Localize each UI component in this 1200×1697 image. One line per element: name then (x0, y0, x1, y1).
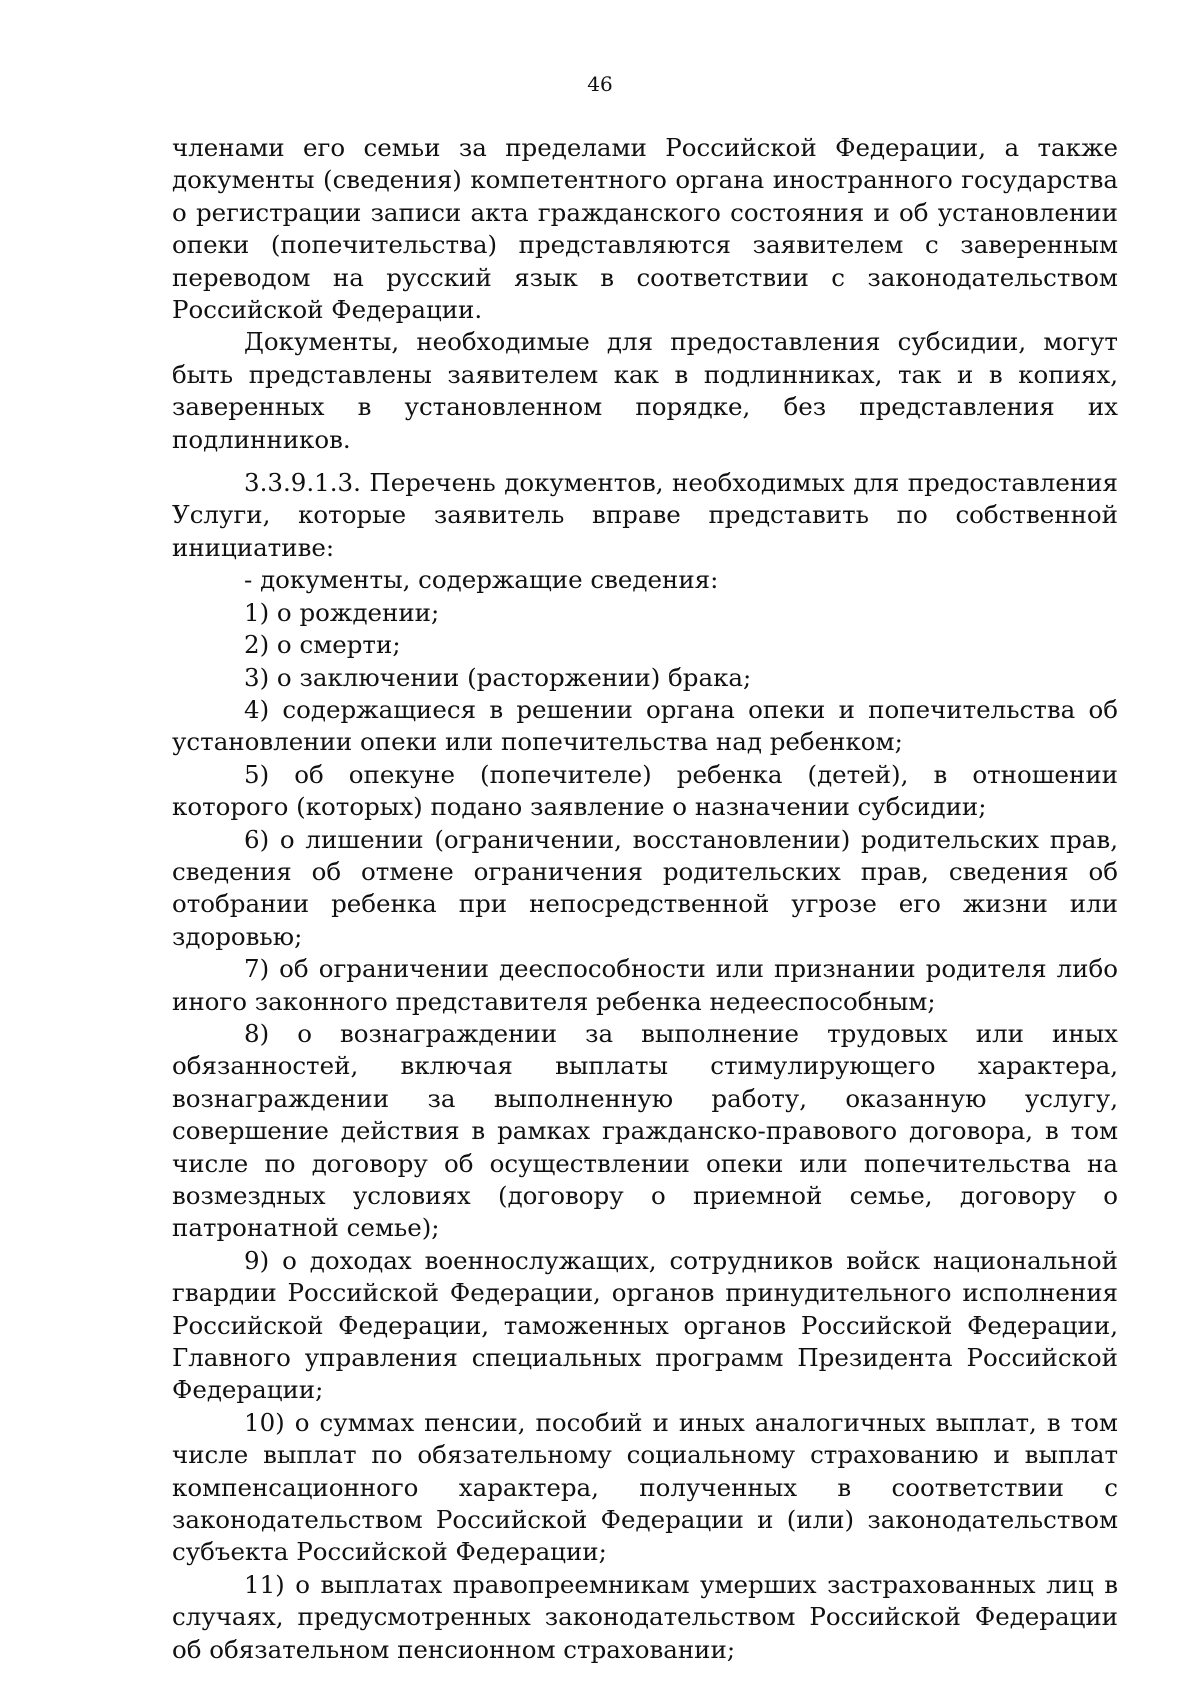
document-body (172, 132, 1118, 1666)
list-item-2: 2) о смерти; (244, 630, 401, 660)
list-item-10: 10) о суммах пенсии, пособий и иных аналогичных выплат, в том числе выплат по обязательному социальному страхованию и выплат компенсационного характера, полученных в соответствии с законодательством Российской Федерации и (или) законодательством субъекта Российской Федерации; (172, 1407, 1118, 1567)
list-item-5: 5) об опекуне (попечителе) ребенка (детей), в отношении которого (которых) подано заявление о назначении субсидии; (172, 759, 1118, 822)
section-3-3-9-1-3-heading: 3.3.9.1.3. Перечень документов, необходимых для предоставления Услуги, которые заявитель вправе представить по собственной инициативе: (172, 468, 1118, 562)
list-item-1: 1) о рождении; (244, 597, 440, 627)
list-item-11: 11) о выплатах правопреемникам умерших застрахованных лиц в случаях, предусмотренных законодательством Российской Федерации об обязательном пенсионном страховании; (172, 1569, 1118, 1664)
list-item-9: 9) о доходах военнослужащих, сотрудников войск национальной гвардии Российской Федерации, органов принудительного исполнения Российской Федерации, таможенных органов Российской Федерации, Главного управления специальных программ Президента Российской Федерации; (172, 1245, 1118, 1405)
list-item-6: 6) о лишении (ограничении, восстановлении) родительских прав, сведения об отмене ограничения родительских прав, сведения об отобрании ребенка при непосредственной угрозе его жизни или здоровью; (172, 824, 1118, 951)
page-number: 46 (587, 72, 613, 96)
paragraph-documents-submission: Документы, необходимые для предоставления субсидии, могут быть представлены заявителем как в подлинниках, так и в копиях, заверенных в установленном порядке, без представления их подлинников. (172, 327, 1118, 454)
paragraph-continuation: членами его семьи за пределами Российской Федерации, а также документы (сведения) компетентного органа иностранного государства о регистрации записи акта гражданского состояния и об установлении опеки (попечительства) представляются заявителем с заверенным переводом на русский язык в соответствии с законодательством Российской Федерации. (172, 133, 1118, 325)
list-intro: - документы, содержащие сведения: (244, 565, 719, 595)
list-item-4: 4) содержащиеся в решении органа опеки и попечительства об установлении опеки или попечительства над ребенком; (172, 694, 1118, 757)
list-item-3: 3) о заключении (расторжении) брака; (244, 662, 752, 692)
list-item-8: 8) о вознаграждении за выполнение трудовых или иных обязанностей, включая выплаты стимулирующего характера, вознаграждении за выполненную работу, оказанную услугу, совершение действия в рамках гражданско-правового договора, в том числе по договору об осуществлении опеки или попечительства на возмездных условиях (договору о приемной семье, договору о патронатной семье); (172, 1018, 1118, 1243)
list-item-7: 7) об ограничении дееспособности или признании родителя либо иного законного представителя ребенка недееспособным; (172, 954, 1118, 1016)
